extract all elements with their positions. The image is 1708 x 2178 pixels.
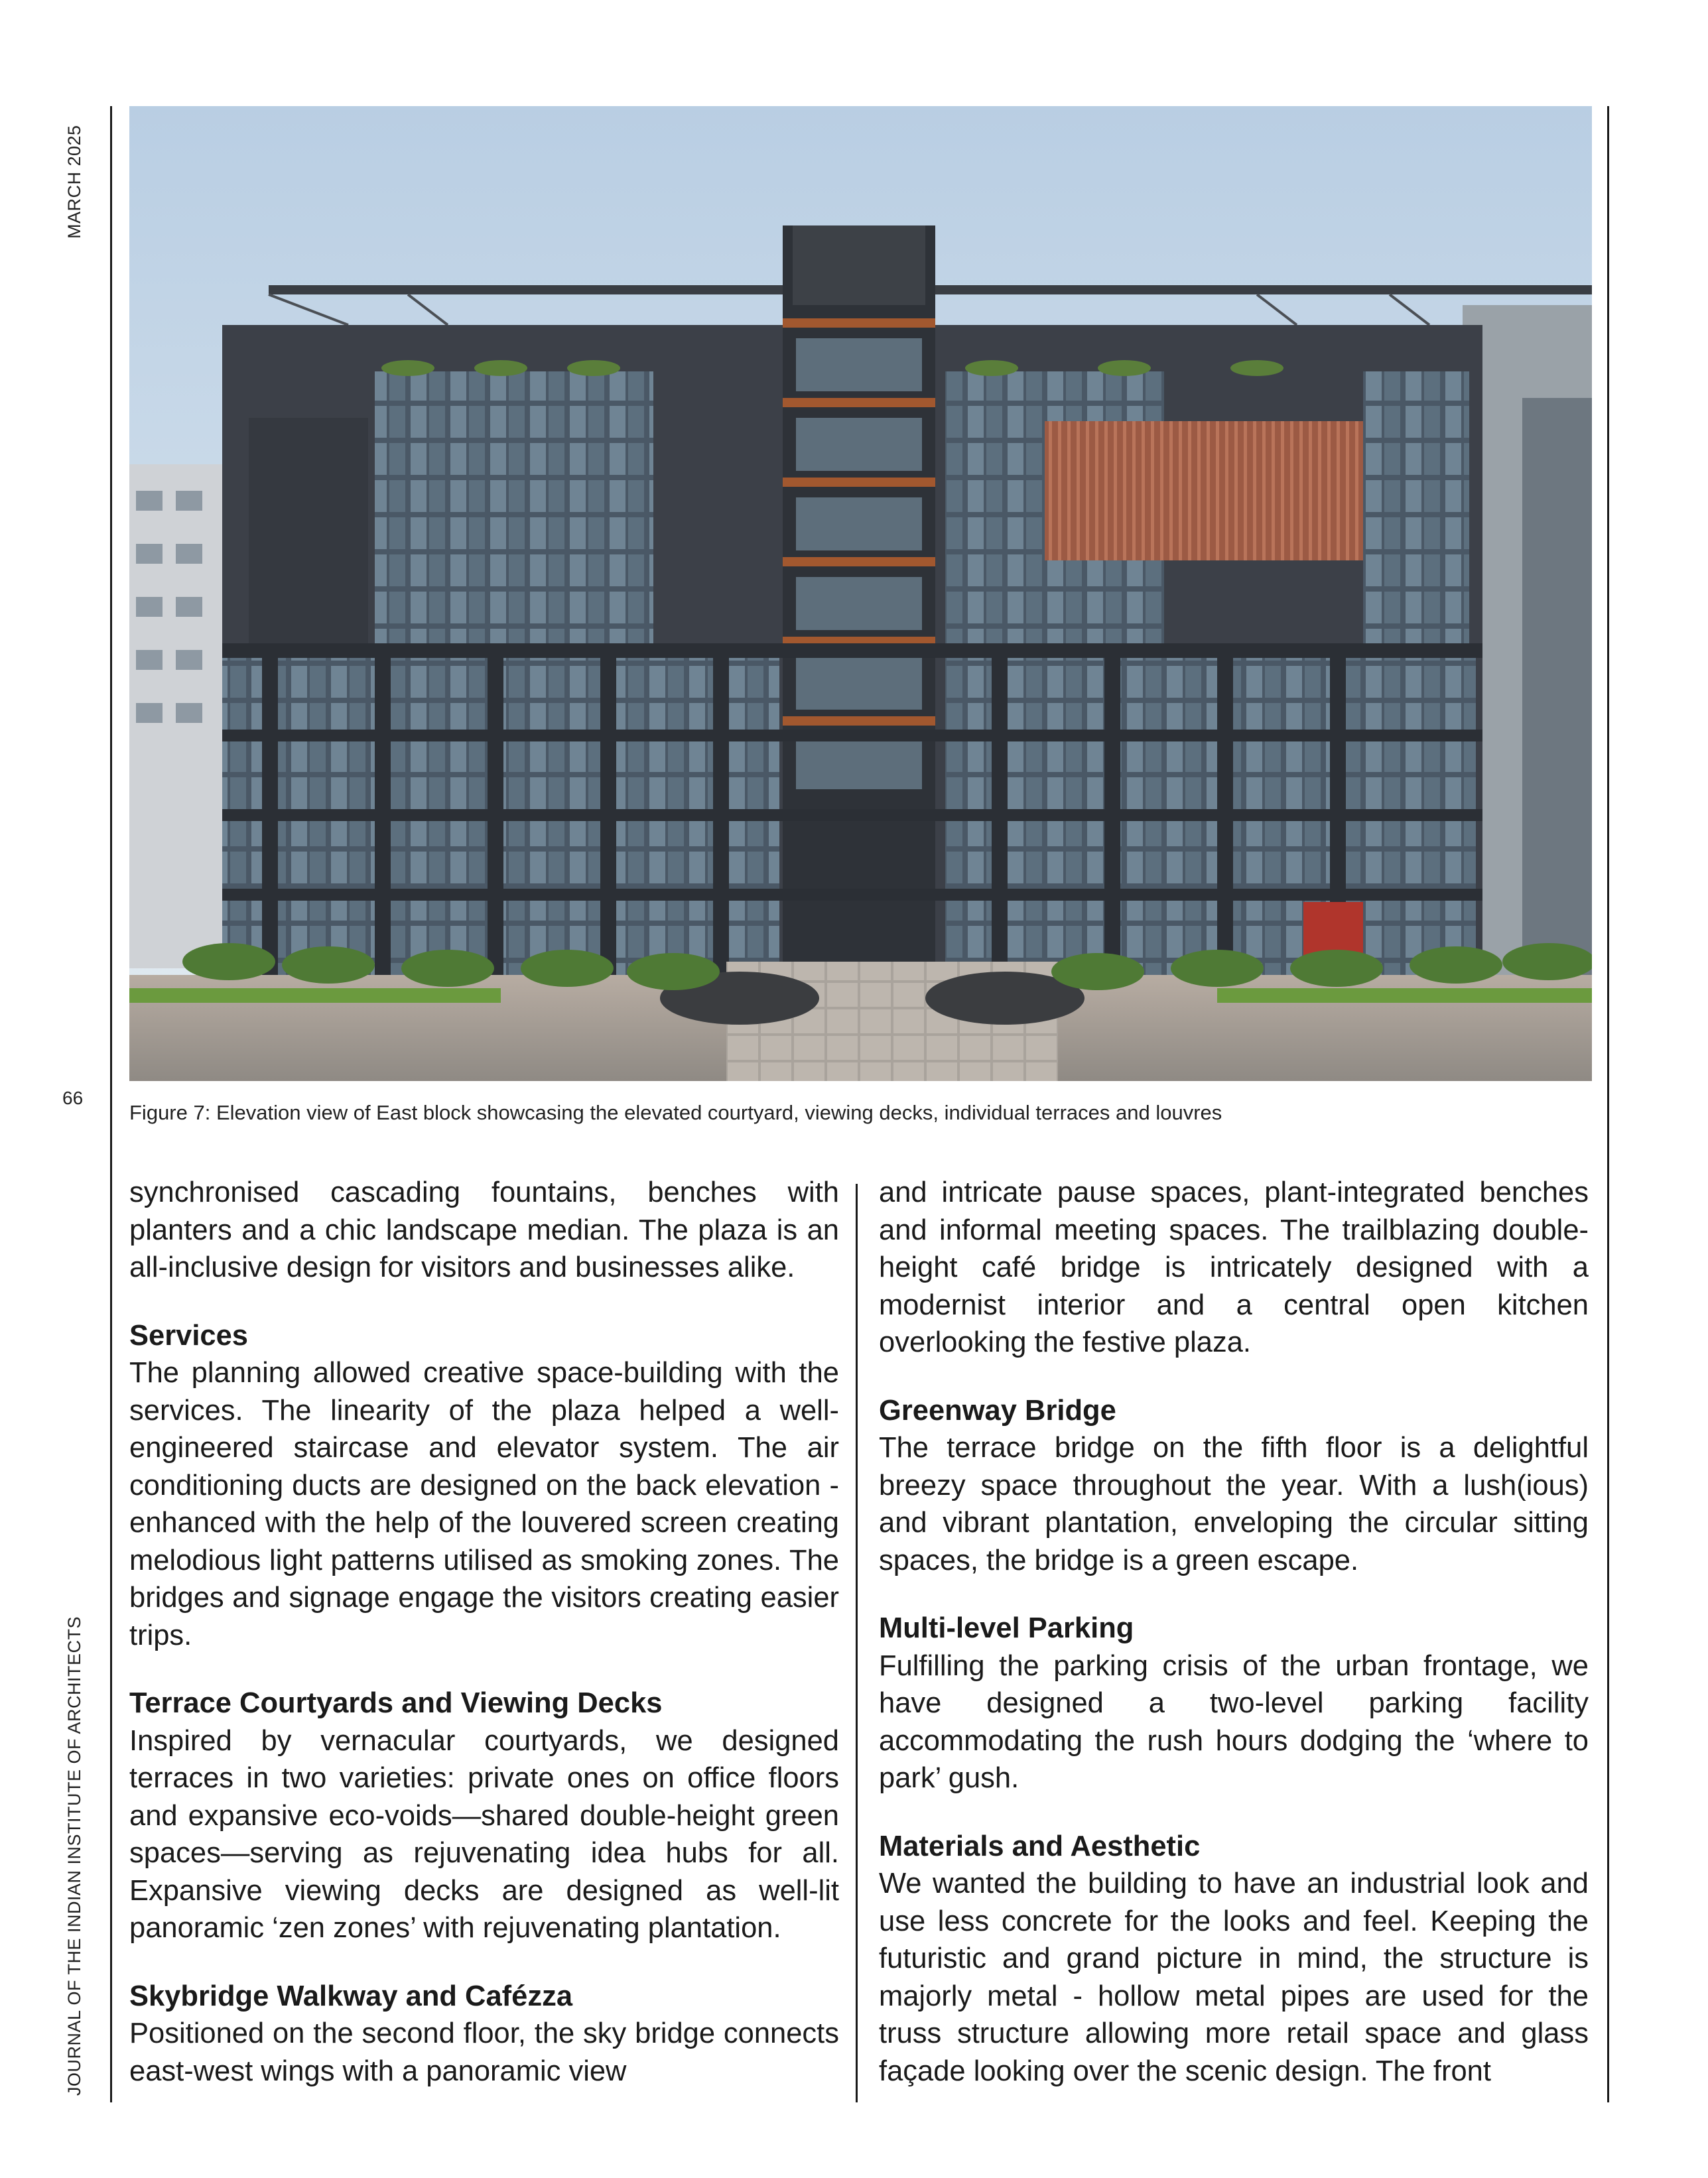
- paragraph-skybridge: Positioned on the second floor, the sky bridge connects east-west wings with a panoramic view: [129, 2018, 839, 2087]
- heading-parking: Multi-level Parking: [879, 1612, 1134, 1644]
- heading-services: Services: [129, 1319, 248, 1352]
- issue-date: MARCH 2025: [64, 125, 84, 239]
- text-column-right: [879, 1174, 1589, 2090]
- page-number: 66: [62, 1088, 84, 1108]
- text-column-left: [129, 1174, 839, 2090]
- building-elevation-photo: [129, 106, 1592, 1081]
- paragraph-services: The planning allowed creative space-building with the services. The linearity of the plaza helped a well-engineered staircase and elevator system. The air conditioning ducts are designed on the back elevation - enhanced with the help of the louvered screen creating melodious light patterns utilised as smoking zones. The bridges and signage engage the visitors creating easier trips.: [129, 1357, 839, 1651]
- paragraph-cafe-bridge: and intricate pause spaces, plant-integrated benches and informal meeting spaces. The trailblazing double-height café bridge is intricately designed with a modernist interior and a central open kitchen overlooking the festive plaza.: [879, 1177, 1589, 1358]
- column-divider: [856, 1184, 858, 2102]
- paragraph-intro: synchronised cascading fountains, benches with planters and a chic landscape median. The plaza is an all-inclusive design for visitors and businesses alike.: [129, 1177, 839, 1283]
- paragraph-terrace-courtyards: Inspired by vernacular courtyards, we designed terraces in two varieties: private ones on office floors and expansive eco-voids—shared double-height green spaces—serving as rejuvenating idea hubs for all. Expansive viewing decks are designed as well-lit panoramic ‘zen zones’ with rejuvenating plantation.: [129, 1724, 839, 1944]
- heading-materials: Materials and Aesthetic: [879, 1830, 1201, 1862]
- heading-terrace-courtyards: Terrace Courtyards and Viewing Decks: [129, 1687, 663, 1719]
- journal-title: JOURNAL OF THE INDIAN INSTITUTE OF ARCHITECTS: [64, 1616, 84, 2096]
- left-margin-rule: [110, 106, 112, 2102]
- paragraph-greenway-bridge: The terrace bridge on the fifth floor is a delightful breezy space throughout the year. With a lush(ious) and vibrant plantation, enveloping the circular sitting spaces, the bridge is a green escape.: [879, 1432, 1589, 1576]
- heading-skybridge: Skybridge Walkway and Cafézza: [129, 1980, 573, 2012]
- paragraph-materials: We wanted the building to have an industrial look and use less concrete for the looks and feel. Keeping the futuristic and grand picture in mind, the structure is majorly metal - hollow metal pipes are used for the truss structure allowing more retail space and glass façade looking over the scenic design. The front: [879, 1868, 1589, 2087]
- right-margin-rule: [1607, 106, 1609, 2102]
- figure-caption: Figure 7: Elevation view of East block showcasing the elevated courtyard, viewing decks, individual terraces and louvres: [129, 1101, 1222, 1124]
- paragraph-parking: Fulfilling the parking crisis of the urban frontage, we have designed a two-level parking facility accommodating the rush hours dodging the ‘where to park’ gush.: [879, 1649, 1589, 1794]
- heading-greenway-bridge: Greenway Bridge: [879, 1394, 1116, 1427]
